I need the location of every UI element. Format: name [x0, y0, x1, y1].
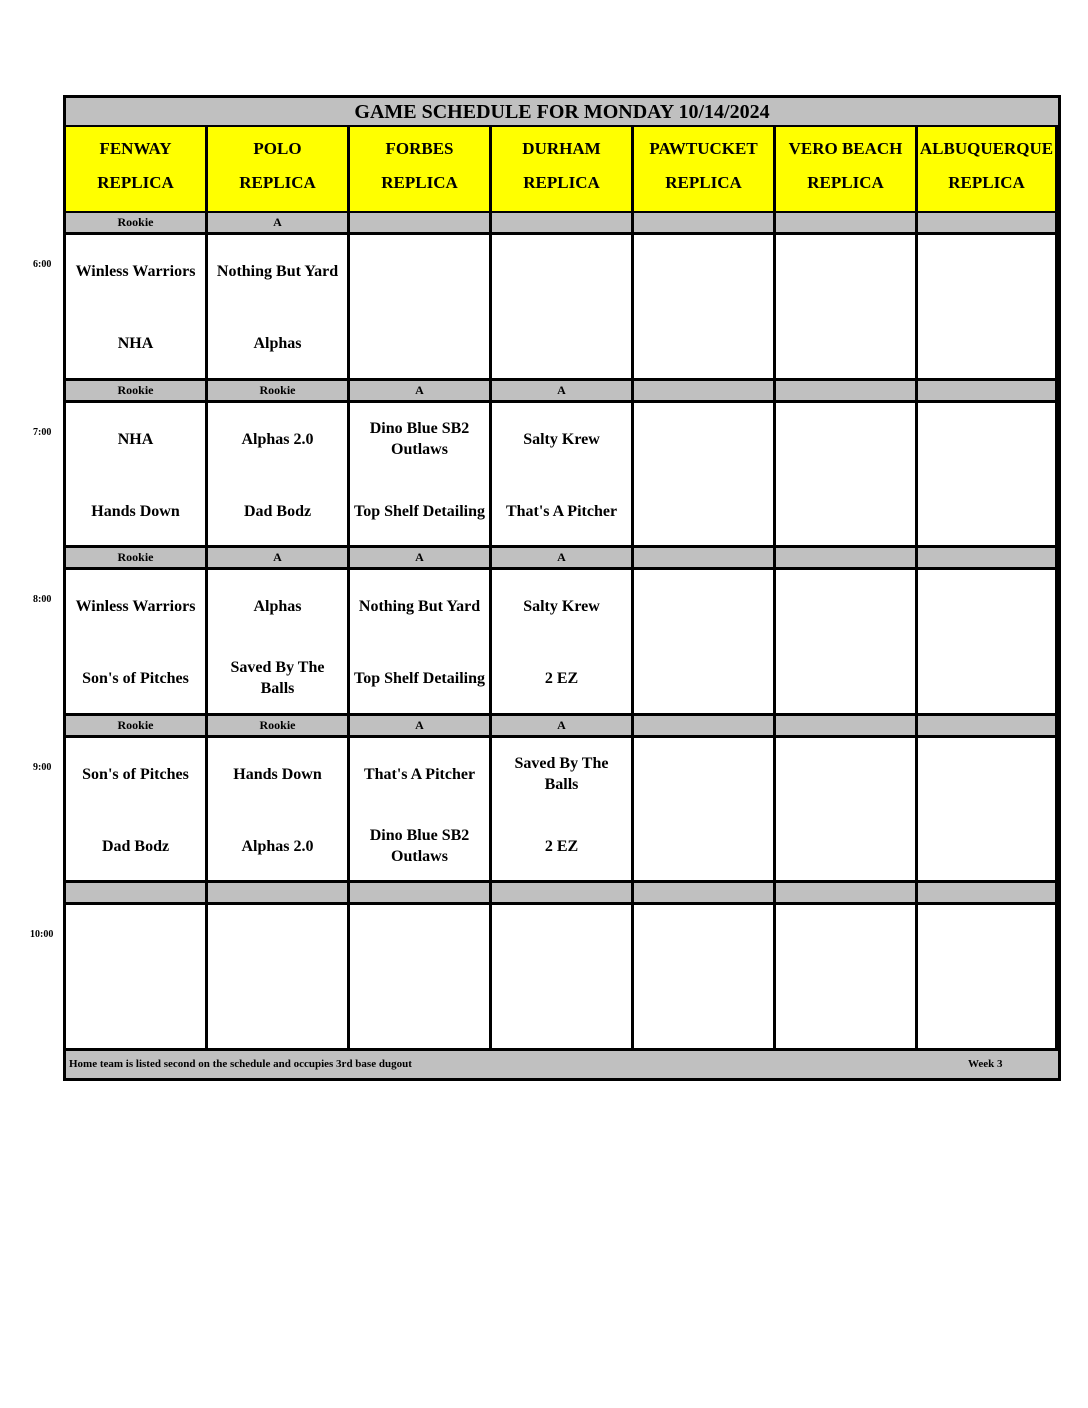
away-team: Saved By The Balls [514, 755, 609, 793]
away-team: Nothing But Yard [358, 597, 481, 615]
away-team: Hands Down [233, 765, 322, 783]
home-team [350, 321, 489, 365]
home-team [776, 991, 915, 1035]
away-team: Salty Krew [523, 430, 600, 448]
away-team: Winless Warriors [75, 262, 196, 280]
away-team [634, 249, 773, 293]
field-subtitle: REPLICA [948, 173, 1025, 192]
division-label: A [208, 213, 350, 235]
game-cell [776, 235, 918, 381]
home-team [776, 656, 915, 700]
game-cell [634, 738, 776, 883]
away-team [634, 752, 773, 796]
footer-note: Home team is listed second on the schedule and occupies 3rd base dugout [69, 1058, 412, 1070]
game-cell [66, 738, 208, 883]
away-team: Alphas 2.0 [241, 430, 314, 448]
division-label [776, 883, 918, 905]
away-team [634, 584, 773, 628]
division-label: A [492, 716, 634, 738]
division-label [492, 883, 634, 905]
division-label: A [492, 381, 634, 403]
field-header [208, 127, 350, 213]
home-team [918, 991, 1055, 1035]
home-team [208, 991, 347, 1035]
home-team [492, 991, 631, 1035]
schedule-footer [66, 1051, 1058, 1078]
division-label [350, 213, 492, 235]
division-label [492, 213, 634, 235]
away-team: Nothing But Yard [216, 262, 339, 280]
game-cell [918, 403, 1058, 548]
division-label [918, 381, 1058, 403]
away-team [918, 752, 1055, 796]
home-team [634, 489, 773, 533]
home-team [634, 824, 773, 868]
home-team [776, 321, 915, 365]
division-label [918, 213, 1058, 235]
game-cell [350, 905, 492, 1051]
division-label [634, 883, 776, 905]
field-header [918, 127, 1058, 213]
game-cell [492, 235, 634, 381]
game-cell [918, 235, 1058, 381]
game-cell [66, 235, 208, 381]
home-team: Son's of Pitches [82, 669, 189, 687]
game-cell [66, 403, 208, 548]
field-name: VERO BEACH [788, 139, 903, 158]
away-team [918, 919, 1055, 963]
away-team [918, 584, 1055, 628]
game-cell [492, 905, 634, 1051]
home-team: Top Shelf Detailing [354, 669, 485, 687]
away-team [66, 919, 205, 963]
away-team [350, 919, 489, 963]
game-cell [350, 403, 492, 548]
division-label [918, 548, 1058, 570]
division-label: Rookie [66, 213, 208, 235]
game-cell [492, 403, 634, 548]
division-label [776, 381, 918, 403]
game-cell [208, 738, 350, 883]
away-team: That's A Pitcher [363, 765, 476, 783]
field-name: FORBES [385, 139, 454, 158]
game-cell [208, 403, 350, 548]
home-team [918, 489, 1055, 533]
time-label: 8:00 [33, 594, 52, 605]
field-name: ALBUQUERQUE [919, 139, 1054, 158]
home-team: 2 EZ [544, 837, 579, 855]
home-team [66, 991, 205, 1035]
game-cell [918, 738, 1058, 883]
field-subtitle: REPLICA [239, 173, 316, 192]
game-cell [776, 905, 918, 1051]
away-team [918, 417, 1055, 461]
away-team: NHA [117, 430, 154, 448]
home-team: Hands Down [91, 502, 180, 520]
away-team: Son's of Pitches [82, 765, 189, 783]
field-name: POLO [253, 139, 302, 158]
time-label: 10:00 [30, 929, 54, 940]
away-team [208, 919, 347, 963]
away-team: Alphas [253, 597, 302, 615]
division-label: Rookie [208, 716, 350, 738]
home-team [350, 991, 489, 1035]
away-team [634, 919, 773, 963]
field-subtitle: REPLICA [665, 173, 742, 192]
field-name: FENWAY [99, 139, 172, 158]
division-label [634, 716, 776, 738]
game-cell [66, 570, 208, 716]
home-team [918, 321, 1055, 365]
home-team: That's A Pitcher [505, 502, 618, 520]
field-subtitle: REPLICA [97, 173, 174, 192]
away-team: Salty Krew [523, 597, 600, 615]
division-label: Rookie [66, 548, 208, 570]
game-cell [350, 235, 492, 381]
game-cell [634, 905, 776, 1051]
division-label [776, 213, 918, 235]
game-cell [634, 403, 776, 548]
division-label [776, 548, 918, 570]
home-team: NHA [117, 334, 154, 352]
time-label: 9:00 [33, 762, 52, 773]
game-cell [492, 738, 634, 883]
game-cell [634, 235, 776, 381]
field-subtitle: REPLICA [807, 173, 884, 192]
away-team [776, 417, 915, 461]
game-cell [350, 738, 492, 883]
game-cell [208, 570, 350, 716]
home-team: Dad Bodz [101, 837, 170, 855]
field-subtitle: REPLICA [381, 173, 458, 192]
home-team: Dino Blue SB2 Outlaws [369, 827, 470, 865]
home-team: Top Shelf Detailing [354, 502, 485, 520]
game-cell [776, 738, 918, 883]
away-team [776, 919, 915, 963]
time-label: 7:00 [33, 427, 52, 438]
field-header [350, 127, 492, 213]
division-label: Rookie [66, 381, 208, 403]
away-team [776, 584, 915, 628]
week-label: Week 3 [968, 1058, 1003, 1070]
game-cell [634, 570, 776, 716]
home-team: Saved By The Balls [230, 659, 325, 697]
division-label: A [208, 548, 350, 570]
away-team [776, 752, 915, 796]
game-cell [208, 235, 350, 381]
game-cell [918, 570, 1058, 716]
home-team [634, 656, 773, 700]
game-cell [776, 403, 918, 548]
division-label: A [350, 716, 492, 738]
division-label [776, 716, 918, 738]
game-cell [66, 905, 208, 1051]
division-label [634, 381, 776, 403]
division-label: A [350, 548, 492, 570]
field-subtitle: REPLICA [523, 173, 600, 192]
field-header [492, 127, 634, 213]
schedule-title: GAME SCHEDULE FOR MONDAY 10/14/2024 [66, 98, 1058, 127]
division-label: A [350, 381, 492, 403]
division-label [918, 716, 1058, 738]
division-label [208, 883, 350, 905]
division-label [634, 548, 776, 570]
game-cell [492, 570, 634, 716]
division-label: Rookie [66, 716, 208, 738]
game-cell [350, 570, 492, 716]
game-cell [776, 570, 918, 716]
schedule-table [63, 95, 1061, 1081]
home-team: Alphas [253, 334, 302, 352]
home-team [776, 489, 915, 533]
division-label: Rookie [208, 381, 350, 403]
field-header [634, 127, 776, 213]
home-team [492, 321, 631, 365]
game-cell [918, 905, 1058, 1051]
home-team: Dad Bodz [243, 502, 312, 520]
away-team [634, 417, 773, 461]
division-label [634, 213, 776, 235]
game-cell [208, 905, 350, 1051]
home-team [776, 824, 915, 868]
away-team [776, 249, 915, 293]
home-team: Alphas 2.0 [241, 837, 314, 855]
away-team [350, 249, 489, 293]
away-team: Dino Blue SB2 Outlaws [369, 420, 470, 458]
field-header [776, 127, 918, 213]
away-team [492, 919, 631, 963]
home-team [918, 824, 1055, 868]
time-label: 6:00 [33, 259, 52, 270]
field-name: PAWTUCKET [649, 139, 758, 158]
away-team [492, 249, 631, 293]
home-team [634, 321, 773, 365]
division-label [66, 883, 208, 905]
division-label [350, 883, 492, 905]
field-name: DURHAM [522, 139, 601, 158]
division-label [918, 883, 1058, 905]
division-label: A [492, 548, 634, 570]
field-header [66, 127, 208, 213]
home-team [634, 991, 773, 1035]
away-team: Winless Warriors [75, 597, 196, 615]
away-team [918, 249, 1055, 293]
home-team: 2 EZ [544, 669, 579, 687]
home-team [918, 656, 1055, 700]
